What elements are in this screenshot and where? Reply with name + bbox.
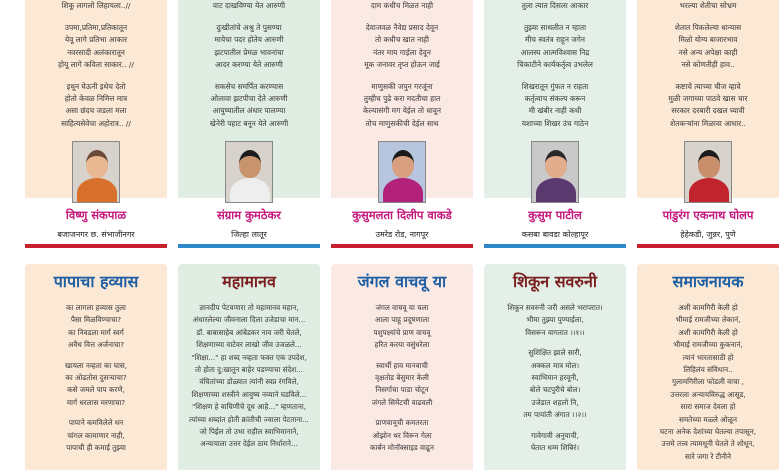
poem-line: शिक्षणाच्या शस्त्रीने आयुष्य नव्याने घडविले...: [191, 389, 307, 399]
poem-line: मीच स्वतंत्र राहून जगेन: [524, 35, 586, 45]
poem-line: असा छंदच जडला मला: [65, 106, 127, 116]
poet-name: पांडुरंग एकनाथ घोलप: [662, 208, 754, 222]
poem-line: गुलामगिरीला फोडली वाचा ,: [672, 377, 744, 387]
poem-line: निसर्गाचा पाडा चोटून: [375, 385, 429, 395]
poem-line: उत्तमे तत्त्व त्यामधूनी घेतले ते शोधून,: [661, 439, 755, 449]
stanza: [490, 22, 620, 71]
poem-line: मूक जनावर तृप्त होऊन जाई: [364, 59, 440, 69]
divider-rule: [484, 244, 626, 248]
poem-text: [178, 302, 320, 459]
stanza: [335, 302, 469, 352]
stanza: [337, 22, 467, 71]
poem-title: शिकून सवरुनी: [512, 272, 598, 291]
poem-line: मार्ग धरलास मरणाचा?: [66, 397, 126, 407]
divider-rule: [25, 244, 167, 248]
poem-line: घटना अनेक देशांच्या घेतल्या तपासून,: [659, 427, 757, 437]
poem-card-top-5: [637, 0, 779, 250]
poem-line: अक्कल मात्र मोल।: [530, 360, 580, 370]
poem-line: तोच माणुसकीची देईल साथ: [365, 118, 439, 128]
poem-line: अवैध वित्त अर्जनाचा?: [67, 340, 125, 350]
poem-line: शिखरातून गुंफत न राहता: [521, 82, 589, 92]
poem-line: ओझोन थर विरून गेला: [372, 430, 432, 440]
poem-line: विसरून वागतात ।।१।।: [525, 327, 585, 337]
poet-name: विष्णु संकपाळ: [65, 208, 127, 222]
stanza: [335, 417, 469, 454]
poem-line: भरल्या शेतीचा सोभ्रम: [679, 1, 737, 10]
poem-line: अंधारलेल्या जीवनाला दिला उजेडाचा मान...: [192, 315, 306, 325]
poem-line: आदर करण्या येते आरुणी: [215, 59, 283, 69]
poem-line: नवरसादी अलंकारातून: [67, 47, 125, 57]
poem-line: तो कधीच खात नाही: [374, 35, 430, 45]
poem-line: तो होता दु:खातून बाहेर पडण्याचा संदेश...: [194, 365, 304, 375]
poem-line: भीमाई रामजीच्या कुकनानं,: [673, 340, 743, 350]
poem-line: तम पायांती अंगात ।।२।।: [523, 410, 587, 420]
stanza: [335, 360, 469, 410]
stanza: [29, 417, 163, 454]
poet-photo: [378, 141, 426, 203]
stanza: [29, 360, 163, 410]
poem-line: ज्ञानदीप पेटवणारा तो महामानव महान,: [199, 303, 299, 312]
stanza: [488, 347, 622, 421]
poem-line: लिहिलंय संविधान..: [683, 365, 733, 375]
poem-line: "शिक्षण हे वाघिणीचे दूध आहे..." म्हणताना,: [191, 402, 307, 412]
poet-name: कुसुमलता दिलीप वाकडे: [352, 208, 452, 222]
poem-line: समतेच्या मळ्ले ओळून: [678, 414, 737, 424]
poem-line: मुळी जगाच्या पाठवे खास चार: [668, 94, 748, 104]
poem-line: चिकाटीने कार्यकर्तृत्व उभलेल: [517, 59, 593, 69]
poem-line: कर्तृत्वाच संकल्प करून: [524, 94, 586, 104]
poem-line: ओलावा झटपीचा देते आरुणी: [210, 94, 288, 104]
poet-face: [86, 150, 108, 178]
poem-title: पापाचा हव्यास: [53, 272, 139, 291]
poem-line: अशी कामगिरी केली हो: [678, 303, 738, 312]
stanza: [488, 302, 622, 339]
poet-place: कसबा बावडा कोल्हापूर: [521, 230, 589, 239]
poem-card-top-3: [331, 0, 473, 250]
poem-line: अशी कामगिरी केली हो: [678, 327, 738, 337]
poem-card-top-4: [484, 0, 626, 250]
poet-face: [239, 150, 261, 178]
poem-line: शिक्षणाच्या वाटेवर लाखो जीव उजळले...: [196, 340, 302, 350]
poet-photo: [684, 141, 732, 203]
poem-line: उजेडात शहलो नि,: [531, 397, 579, 407]
poet-shirt: [536, 178, 576, 203]
stanza: [184, 0, 314, 12]
poem-line: बोले चटपुरीचे बोल।: [529, 385, 581, 395]
poet-shirt: [383, 178, 423, 203]
poem-line: डॉ. बाबासाहेब आंबेडकर नाव जरी घेतले,: [196, 327, 302, 337]
poet-face: [545, 150, 567, 178]
poem-text: [331, 302, 473, 462]
poem-text: [484, 302, 626, 462]
poem-text: [25, 302, 167, 462]
poem-line: जंगले सिमेंटची वाढवली: [371, 397, 433, 407]
poem-line: त्यानं भारतासाठी हो: [682, 352, 734, 362]
poem-line: स्वार्थी हाव मानवाची: [376, 360, 428, 370]
poem-card-bottom-1: [25, 264, 167, 470]
poem-line: "शिक्षा..." हा शब्द नव्हता फक्त एक उपदेश,: [191, 352, 307, 362]
poem-line: तुम्हीच पुढे करा मदतीचा हात: [363, 94, 441, 104]
poem-line: अन्यायाला उत्तर देईल ठाम निर्धाराने...: [200, 439, 298, 449]
poem-line: वाट दाखविण्या येत आरुणी: [212, 1, 286, 10]
poem-line: सकसेच समर्पित करण्यास: [214, 82, 284, 92]
poem-line: तुझ्या साथलीत न ग्हाता: [523, 23, 587, 33]
divider-rule: [637, 244, 779, 248]
poem-line: नसे कोणतीही हाव..: [681, 59, 735, 69]
poem-line: पशुपक्ष्यांचे प्राण वाचवू: [373, 327, 431, 337]
poet-shirt: [230, 178, 270, 203]
poem-line: जंगल वाचवू या चला: [375, 303, 429, 312]
poet-name: संग्राम कुमठेकर: [216, 208, 282, 222]
poem-line: सारा समाज देवला हो: [680, 402, 736, 412]
poem-card-top-2: [178, 0, 320, 250]
poet-photo: [72, 141, 120, 203]
stanza: [641, 302, 775, 463]
poem-card-bottom-3: [331, 264, 473, 470]
poem-line: सरकार दरबारी दखल घ्यावी: [671, 106, 745, 116]
poem-card-bottom-2: [178, 264, 320, 470]
stanza: [490, 0, 620, 12]
poet-name: कुसुम पाटील: [528, 208, 582, 222]
poem-line: का निवडला मार्ग स्वर्ग: [68, 327, 124, 337]
poem-line: मिळो योग्य बाजारभाव: [678, 35, 738, 45]
stanza: [182, 302, 316, 451]
poem-line: नंतर माय गाईला देवून: [373, 47, 431, 57]
poem-line: जो पिईल तो उभा राहील स्वाभिमानाने,: [199, 427, 299, 437]
divider-rule: [178, 244, 320, 248]
poem-line: वृक्षतोड बेसुमार केली: [375, 373, 429, 383]
poem-line: कष्टाचे त्याच्या चीज व्हावे: [675, 82, 741, 92]
poem-line: कसे जमले पाप करणे,: [67, 385, 125, 395]
poem-line: का ओढतोस दुसऱ्याचा?: [65, 373, 127, 383]
stanza: [184, 22, 314, 71]
poem-title: महामानव: [222, 272, 276, 291]
poem-line: त्यांच्या शब्दांत होती क्रांतीची ज्वाला पेटताना...: [189, 414, 309, 424]
poem-line: केल्यासंगी मग येईल तो धावून: [362, 106, 442, 116]
poem-line: आलस्य आत्मविश्वास निद्र: [520, 47, 590, 57]
stanza: [488, 430, 622, 455]
poem-line: शेतात पिकलेल्या धान्यास: [674, 23, 742, 33]
poem-line: आला पाहू प्रदूषणाला: [374, 315, 430, 325]
poet-face: [698, 150, 720, 178]
poem-line: पापाची ही कमाई तुझ्या: [66, 443, 126, 453]
stanza: [643, 81, 773, 130]
poet-place: उमरेड रोड, नागपूर: [375, 230, 429, 239]
poem-title: समाजनायक: [672, 272, 744, 291]
poem-line: चांगल कामाणार नाही,: [67, 430, 125, 440]
poem-line: गावेगावी अनुयायी,: [531, 430, 579, 440]
poem-line: सारे जगा रे टीनीने: [684, 451, 732, 461]
poem-line: येवू लागे प्रतिभा आकार: [64, 35, 128, 45]
poet-place: हेहेकडी, जुन्नर, पुणे: [680, 230, 736, 239]
poem-line: मायेचा पदर होतेय आरुणी: [214, 35, 284, 45]
poem-line: खायला नव्हता का घास,: [65, 360, 127, 370]
poem-card-top-1: [25, 0, 167, 250]
poem-line: उपमा,प्रतिमा,प्रतिकातून: [64, 23, 128, 33]
poem-line: खेनेरी पहाट बनून येते आरुणी: [209, 118, 289, 128]
poem-line: दाम कधीच मिळत नाही: [370, 1, 434, 10]
stanza: [184, 81, 314, 130]
stanza: [31, 0, 161, 12]
poem-card-bottom-4: [484, 264, 626, 470]
poem-line: भीमा तुझ्या पुण्याईला,: [526, 315, 584, 325]
poem-line: दुःखीतांचे अश्रु ते पुसण्या: [216, 23, 282, 33]
poem-line: होतो केवळ निमित्त मात्र: [64, 94, 128, 104]
poem-line: भीमाई रामजीच्या लेकानं,: [675, 315, 741, 325]
poem-line: घेतात धम्म शिबिरं।: [530, 443, 580, 453]
poem-line: शेतकऱ्यांना मिळावा आधार..: [670, 118, 746, 128]
poet-photo: [531, 141, 579, 203]
poem-line: शिकून सवरुनी जरी असले भरापरात।: [507, 303, 603, 312]
poem-line: वंचितांच्या डोळ्यात त्यांनी स्वप्न रंगविले,: [199, 377, 299, 387]
poem-line: सुशिक्षित झाले सारी,: [528, 348, 582, 358]
stanza: [643, 0, 773, 12]
poem-line: प्राणवायूची कमतरता: [375, 418, 429, 428]
poet-place: बजाजनगर छ. संभाजीनगर: [57, 230, 135, 239]
poem-line: तुला त्यात दिसला आकार: [521, 1, 589, 10]
poem-line: आयुष्यातील अंधार पालण्या: [212, 106, 286, 116]
poem-line: कार्बन मोनॉक्साइड वाढून: [370, 443, 434, 453]
poem-line: स्वाभिमान हरवूनी,: [531, 373, 579, 383]
poem-line: देवाजवळ नैवेद्य प्रसाद देवून: [365, 23, 439, 33]
poem-line: इथून घेऊनी इथेच देतो: [66, 82, 126, 92]
poem-line: माणुसकी जपुन गरजूंना: [371, 82, 433, 92]
stanza: [337, 81, 467, 130]
poem-line: नसे अन्य अपेक्षा काही: [678, 47, 738, 57]
poet-shirt: [689, 178, 729, 203]
poet-shirt: [77, 178, 117, 203]
poem-line: उत्तरला अन्यायविरुद्ध आसूड,: [670, 389, 746, 399]
poem-title: जंगल वाचवू या: [357, 272, 447, 291]
poet-place: जिल्हा लातूर: [231, 230, 267, 239]
poem-line: पैसा मिळविण्याचा?: [70, 315, 122, 325]
stanza: [643, 22, 773, 71]
poem-line: यशाच्या शिखर उंच गाठेन: [521, 118, 589, 128]
poem-line: हरित करया वसुंधरेला: [374, 340, 430, 350]
poem-card-bottom-5: [637, 264, 779, 470]
divider-rule: [331, 244, 473, 248]
poet-face: [392, 150, 414, 178]
stanza: [31, 81, 161, 130]
poem-text: [637, 302, 779, 470]
poem-line: साहित्यसेवेचा अहोरात्र.. //: [61, 118, 131, 128]
poem-line: झटपातील प्रेमळ भावनांचा: [214, 47, 284, 57]
poem-line: पापाने कमविलेले धन: [68, 418, 124, 428]
poem-line: होयू लागे कविता साकार.. //: [58, 59, 134, 69]
poem-line: शिकू लागलो लिहायला..//: [61, 1, 131, 10]
stanza: [31, 22, 161, 71]
stanza: [337, 0, 467, 12]
poem-line: मी खंबीर नाही कधी: [528, 106, 582, 116]
poet-photo: [225, 141, 273, 203]
stanza: [490, 81, 620, 130]
stanza: [29, 302, 163, 352]
poem-line: का लागला हव्यास तुला: [66, 303, 126, 312]
